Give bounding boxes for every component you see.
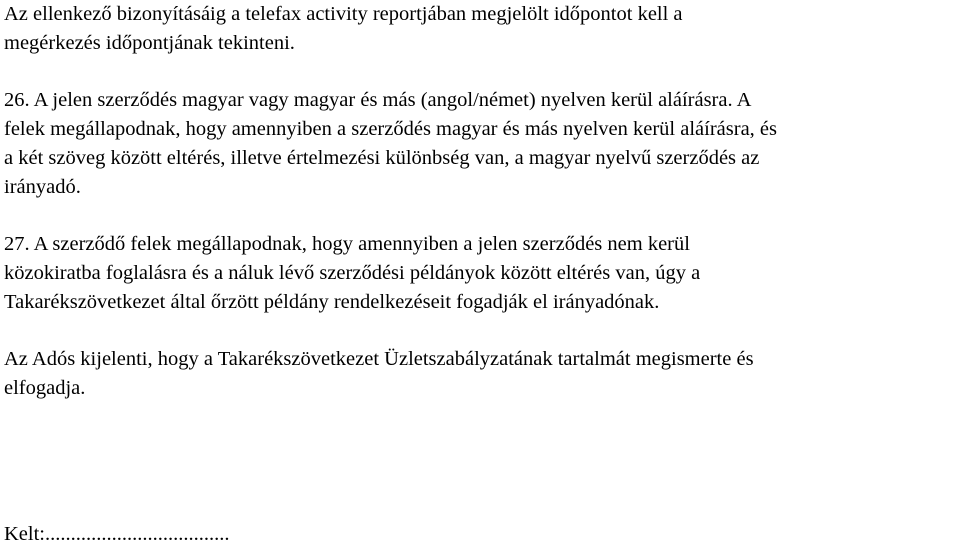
paragraph-clause-26	[4, 86, 956, 202]
paragraph-gap	[4, 317, 956, 345]
paragraph-gap	[4, 202, 956, 230]
paragraph-gap	[4, 58, 956, 86]
paragraph-telefax	[4, 0, 956, 58]
text-line: a két szöveg között eltérés, illetve értelmezési különbség van, a magyar nyelvű szerződés az	[4, 147, 760, 169]
text-line: Az ellenkező bizonyításáig a telefax activity reportjában megjelölt időpontot kell a	[4, 3, 683, 25]
text-line: 26. A jelen szerződés magyar vagy magyar és más (angol/német) nyelven kerül aláírásra. A	[4, 89, 752, 111]
paragraph-clause-27	[4, 230, 956, 317]
text-line: Az Adós kijelenti, hogy a Takarékszövetkezet Üzletszabályzatának tartalmát megismerte és	[4, 348, 754, 370]
paragraph-acknowledgement	[4, 345, 956, 403]
text-line: Takarékszövetkezet által őrzött példány rendelkezéseit fogadják el irányadónak.	[4, 291, 660, 313]
date-place-line: Kelt:....................................	[4, 523, 230, 545]
text-line: megérkezés időpontjának tekinteni.	[4, 32, 295, 54]
text-line: közokiratba foglalásra és a náluk lévő szerződési példányok között eltérés van, úgy a	[4, 262, 701, 284]
document-body	[4, 0, 956, 403]
text-line: 27. A szerződő felek megállapodnak, hogy amennyiben a jelen szerződés nem kerül	[4, 233, 690, 255]
text-line: felek megállapodnak, hogy amennyiben a szerződés magyar és más nyelven kerül aláírásra, és	[4, 118, 777, 140]
text-line: irányadó.	[4, 176, 81, 198]
text-line: elfogadja.	[4, 377, 86, 399]
